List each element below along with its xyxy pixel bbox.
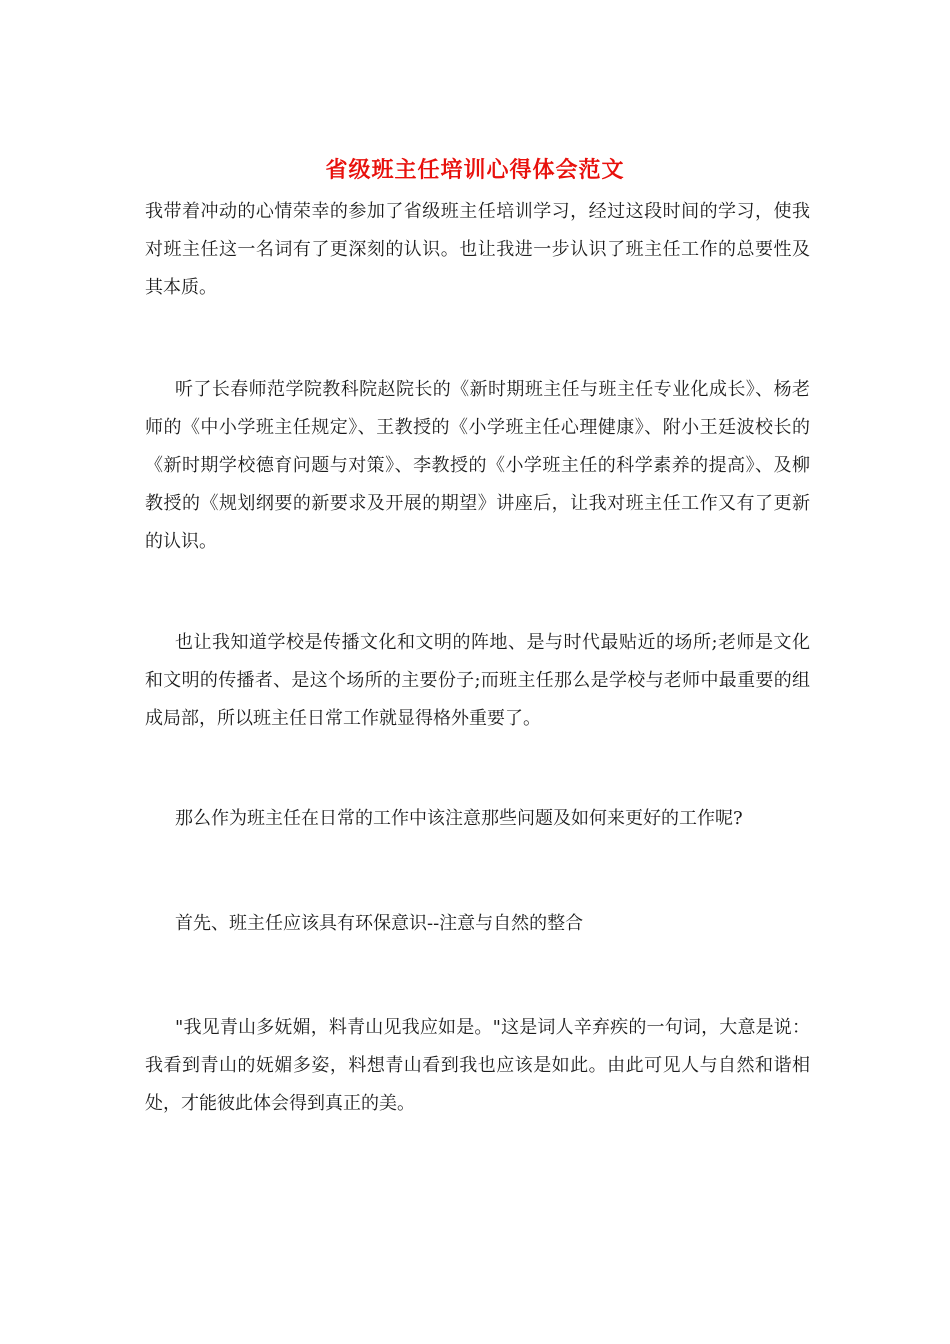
paragraph-question: 那么作为班主任在日常的工作中该注意那些问题及如何来更好的工作呢?	[175, 808, 743, 829]
document-title: 省级班主任培训心得体会范文	[325, 157, 625, 183]
paragraph-school-role: 也让我知道学校是传播文化和文明的阵地、是与时代最贴近的场所;老师是文化和文明的传播者、是这个场所的主要份子;而班主任那么是学校与老师中最重要的组成局部，所以班主任日常工作就显得格外重要了。	[145, 632, 810, 729]
paragraph-intro: 我带着冲动的心情荣幸的参加了省级班主任培训学习，经过这段时间的学习，使我对班主任这一名词有了更深刻的认识。也让我进一步认识了班主任工作的总要性及其本质。	[145, 201, 810, 298]
paragraph-lectures: 听了长春师范学院教科院赵院长的《新时期班主任与班主任专业化成长》、杨老师的《中小学班主任规定》、王教授的《小学班主任心理健康》、附小王廷波校长的《新时期学校德育问题与对策》、李教授的《小学班主任的科学素养的提高》、及柳教授的《规划纲要的新要求及开展的期望》讲座后，让我对班主任工作又有了更新的认识。	[145, 379, 810, 552]
paragraph-poem-quote: "我见青山多妩媚，料青山见我应如是。"这是词人辛弃疾的一句词，大意是说：我看到青山的妩媚多姿，料想青山看到我也应该是如此。由此可见人与自然和谐相处，才能彼此体会得到真正的美。	[145, 1017, 810, 1114]
paragraph-first-point: 首先、班主任应该具有环保意识--注意与自然的整合	[175, 913, 584, 934]
